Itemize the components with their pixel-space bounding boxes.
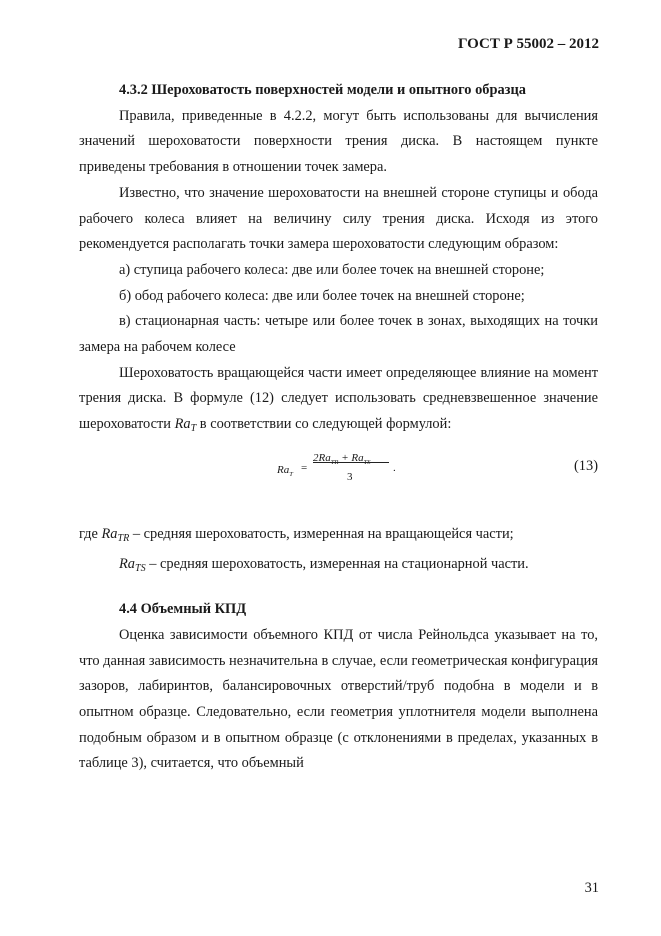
- paragraph-rotating-text-2: в соответствии со следующей формулой:: [196, 416, 452, 433]
- section-4-4-heading: 4.4 Объемный КПД: [119, 601, 247, 618]
- formula-fraction-bar: [313, 462, 389, 463]
- section-4-3-2-heading: 4.3.2 Шероховатость поверхностей модели и опытного образца: [119, 82, 526, 98]
- paragraph-rotating-part: [79, 361, 598, 442]
- paragraph-rotating-text-1: Шероховатость вращающейся части имеет определяющее влияние на момент трения диска. В формуле (12) следует использовать средневзвешенное значение шероховатости: [79, 364, 598, 433]
- symbol-ra: Ra: [174, 416, 191, 433]
- list-item-c: в) стационарная часть: четыре или более точек в зонах, выходящих на точки замера на рабочем колесе: [79, 313, 598, 356]
- formula-period: .: [393, 461, 396, 474]
- paragraph-volumetric-efficiency: Оценка зависимости объемного КПД от числа Рейнольдса указывает на то, что данная зависимость незначительна в случае, если геометрическая конфигурация зазоров, лабиринтов, балансировочных отверстий/труб подобна в модели и в опытном образце. Следовательно, если геометрия уплотнителя модели выполнена подобным образом и в опытном образце (с отклонениями в пределах, указанных в таблице 3), считается, что объемный: [79, 626, 598, 772]
- list-item-a: а) ступица рабочего колеса: две или более точек на внешней стороне;: [119, 261, 545, 278]
- document-header: ГОСТ Р 55002 – 2012: [457, 36, 599, 52]
- where-line-1: где $Ra_{TR}$ – средняя шероховатость, измеренная на вращающейся части;: [79, 525, 514, 544]
- formula-denominator: 3: [347, 470, 353, 483]
- paragraph-known: Известно, что значение шероховатости на внешней стороне ступицы и обода рабочего колеса влияет на величину силу трения диска. Исходя из этого рекомендуется располагать точки замера шероховатости следующим образом:: [79, 184, 598, 253]
- page-body: [79, 78, 598, 777]
- formula-numerator: $2Ra_{TR} + Ra_{TS}$: [313, 451, 371, 466]
- symbol-ra-subscript: T: [190, 423, 197, 435]
- formula-lhs: $Ra_T$: [277, 463, 293, 478]
- where-line-2: $Ra_{TS}$ – средняя шероховатость, измеренная на стационарной части.: [119, 555, 529, 574]
- formula-13: [79, 446, 598, 492]
- paragraph-rules: Правила, приведенные в 4.2.2, могут быть использованы для вычисления значений шероховатости поверхности трения диска. В настоящем пункте приведены требования в отношении точек замера.: [79, 107, 598, 176]
- page-number: 31: [584, 880, 599, 896]
- formula-number: (13): [574, 457, 598, 474]
- formula-equals: =: [301, 461, 308, 474]
- list-item-b: б) обод рабочего колеса: две или более точек на внешней стороне;: [119, 287, 525, 304]
